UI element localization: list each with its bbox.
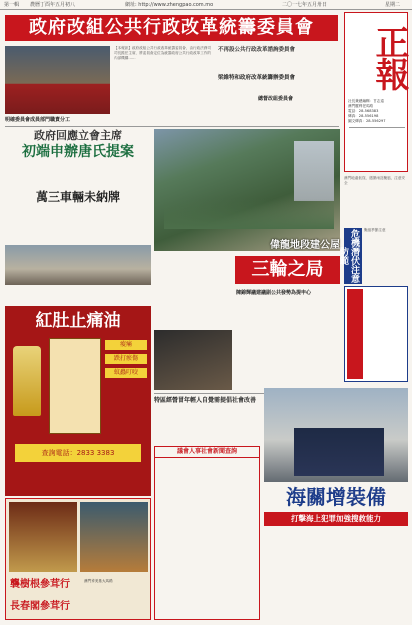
shop-address: 澳門爹美基大馬路 bbox=[84, 579, 113, 583]
center-headline-2: 初端申辦唐氏提案 bbox=[22, 144, 134, 160]
customs-photo bbox=[264, 388, 408, 482]
lead-subhead-3: 明確委員會成員部門職責分工 bbox=[5, 117, 71, 123]
main-banner-headline: 政府改組公共行政改革統籌委員會 bbox=[5, 15, 338, 41]
top-header bbox=[0, 0, 412, 10]
meeting-photo bbox=[5, 46, 110, 114]
masthead bbox=[344, 12, 408, 172]
lunar-date: 農曆丁酉年五月初八 bbox=[30, 2, 76, 8]
ad-red-oil[interactable] bbox=[5, 306, 151, 496]
oil-bottle-illustration bbox=[13, 346, 41, 416]
building-cluster bbox=[294, 141, 334, 201]
customs-main-head: 海關增裝備 bbox=[286, 485, 386, 509]
website-url[interactable]: 網址: http://www.zhengpao.com.mo bbox=[125, 2, 214, 8]
feature-mid-head: 陳錦輝議建議副公共發勢為提申心 bbox=[236, 290, 312, 296]
ad-oil-title: 紅肚止痛油 bbox=[35, 311, 121, 331]
masthead-info: 社長兼總編輯：甘志遠 澳門羅利老馬路 電話：28-568383 傳真：28-556198 圖文傳真：28-556297 bbox=[348, 99, 386, 123]
alert-title: 危機潛伏注意防範 bbox=[344, 228, 362, 284]
feature-main-head: 三輪之局 bbox=[235, 256, 340, 284]
customs-body bbox=[264, 530, 408, 620]
masthead-filler bbox=[349, 131, 405, 171]
center-headline-3: 萬三車輛未納牌 bbox=[35, 190, 120, 204]
mid-body-right bbox=[236, 300, 340, 390]
shopfront-photo-1 bbox=[9, 502, 77, 572]
calendar-date: 二〇一七年五月卅日 bbox=[282, 2, 328, 8]
center-story bbox=[5, 129, 151, 305]
ad-ginseng-shops[interactable] bbox=[5, 498, 151, 620]
page-label: 第一輯 bbox=[4, 2, 20, 8]
weekday: 星期二 bbox=[385, 2, 401, 8]
alert-note: 颱風季節注意 bbox=[364, 228, 386, 232]
sidebar-alert-text: 澳門地處低窪，遇暴雨及颱風，注意安全 bbox=[344, 176, 406, 185]
feature-subhead: 偉龍地段建公屋 bbox=[270, 240, 340, 251]
masthead-title: 正報 bbox=[369, 25, 409, 89]
shop-name-1: 襲樹根參茸行 bbox=[10, 579, 70, 590]
lead-body: 【本報訊】政府改組公共行政改革統籌委員會，由行政法務司司長擔任主席，將委員會定位為統籌政府公共行政改革工作的內部機構…… bbox=[114, 46, 212, 60]
ad-oil-benefits: 痠痛 跌打瘀傷 蚊蟲叮咬 bbox=[105, 340, 147, 436]
shop-name-2: 長春閣參茸行 bbox=[10, 601, 70, 612]
side-notice bbox=[344, 286, 408, 382]
mid-body-left bbox=[154, 256, 232, 326]
lead-subhead-4: 總督改組委員會 bbox=[258, 96, 294, 102]
lead-subheads bbox=[218, 46, 339, 114]
customs-sub-head: 打擊海上犯罪加強搜救能力 bbox=[264, 512, 408, 526]
ad-oil-phone[interactable]: 查詢電話：2833 3383 bbox=[15, 444, 141, 462]
officers-group bbox=[294, 428, 384, 476]
aerial-landscape-photo bbox=[154, 129, 340, 251]
sidebar-alert bbox=[338, 176, 408, 284]
shopfront-photo-2 bbox=[80, 502, 148, 572]
traffic-photo bbox=[5, 245, 151, 285]
center-headline-1: 政府回應立會主席 bbox=[34, 129, 122, 142]
lead-subhead-2: 梁維特和政府改革統籌辦委員會 bbox=[218, 75, 296, 81]
lead-subhead-1: 不再設公共行政改革諮詢委員會 bbox=[218, 47, 296, 53]
press-photo bbox=[154, 330, 232, 390]
mid-column-headline: 特區經營冒年輕人自覺需提倡社會改善 bbox=[154, 397, 257, 404]
notice-board-head: 議會人事社會新聞查詢 bbox=[155, 447, 259, 458]
oil-box-illustration bbox=[49, 338, 101, 434]
notice-board bbox=[154, 446, 260, 620]
